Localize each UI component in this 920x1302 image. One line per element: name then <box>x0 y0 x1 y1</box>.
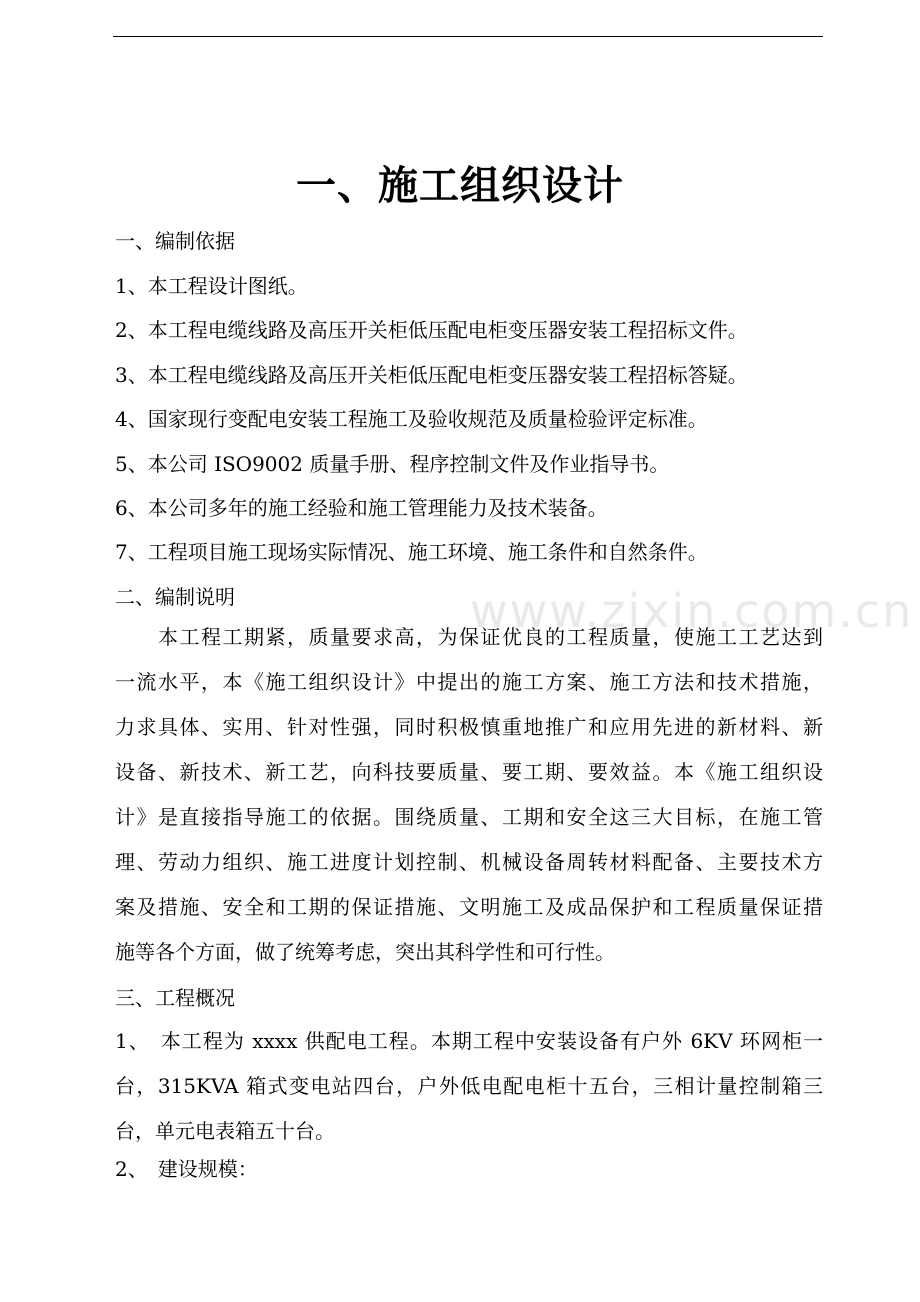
basis-item-5: 5、本公司 ISO9002 质量手册、程序控制文件及作业指导书。 <box>115 452 670 476</box>
basis-item-1: 1、本工程设计图纸。 <box>115 274 308 298</box>
description-paragraph <box>115 615 823 975</box>
section-heading-description: 二、编制说明 <box>115 585 235 609</box>
overview-item-2: 2、 建设规模： <box>115 1157 258 1181</box>
description-line: 施等各个方面，做了统筹考虑，突出其科学性和可行性。 <box>115 940 615 964</box>
overview-item-1 <box>115 1019 823 1154</box>
overview-line: 台，315KVA 箱式变电站四台，户外低电配电柜十五台，三相计量控制箱三 <box>115 1074 823 1098</box>
description-line: 计》是直接指导施工的依据。围绕质量、工期和安全这三大目标，在施工管 <box>115 805 823 829</box>
description-line: 力求具体、实用、针对性强，同时积极慎重地推广和应用先进的新材料、新 <box>115 715 823 739</box>
watermark: www.zixin.com.cn <box>470 584 914 638</box>
page-title: 一、施工组织设计 <box>296 162 624 209</box>
basis-item-7: 7、工程项目施工现场实际情况、施工环境、施工条件和自然条件。 <box>115 540 708 564</box>
section-heading-overview: 三、工程概况 <box>115 986 235 1010</box>
overview-line: 1、 本工程为 xxxx 供配电工程。本期工程中安装设备有户外 6KV 环网柜一 <box>115 1029 823 1053</box>
description-line: 案及措施、安全和工期的保证措施、文明施工及成品保护和工程质量保证措 <box>115 895 823 919</box>
basis-item-2: 2、本工程电缆线路及高压开关柜低压配电柜变压器安装工程招标文件。 <box>115 318 748 342</box>
section-heading-basis: 一、编制依据 <box>115 229 235 253</box>
description-line: 本工程工期紧，质量要求高，为保证优良的工程质量，使施工工艺达到 <box>115 625 823 649</box>
header-rule <box>113 36 823 37</box>
basis-item-6: 6、本公司多年的施工经验和施工管理能力及技术装备。 <box>115 496 608 520</box>
description-line: 理、劳动力组织、施工进度计划控制、机械设备周转材料配备、主要技术方 <box>115 850 823 874</box>
basis-item-3: 3、本工程电缆线路及高压开关柜低压配电柜变压器安装工程招标答疑。 <box>115 363 748 387</box>
description-line: 设备、新技术、新工艺，向科技要质量、要工期、要效益。本《施工组织设 <box>115 760 823 784</box>
basis-item-4: 4、国家现行变配电安装工程施工及验收规范及质量检验评定标准。 <box>115 407 708 431</box>
overview-line: 台，单元电表箱五十台。 <box>115 1119 335 1143</box>
description-line: 一流水平，本《施工组织设计》中提出的施工方案、施工方法和技术措施， <box>115 670 823 694</box>
